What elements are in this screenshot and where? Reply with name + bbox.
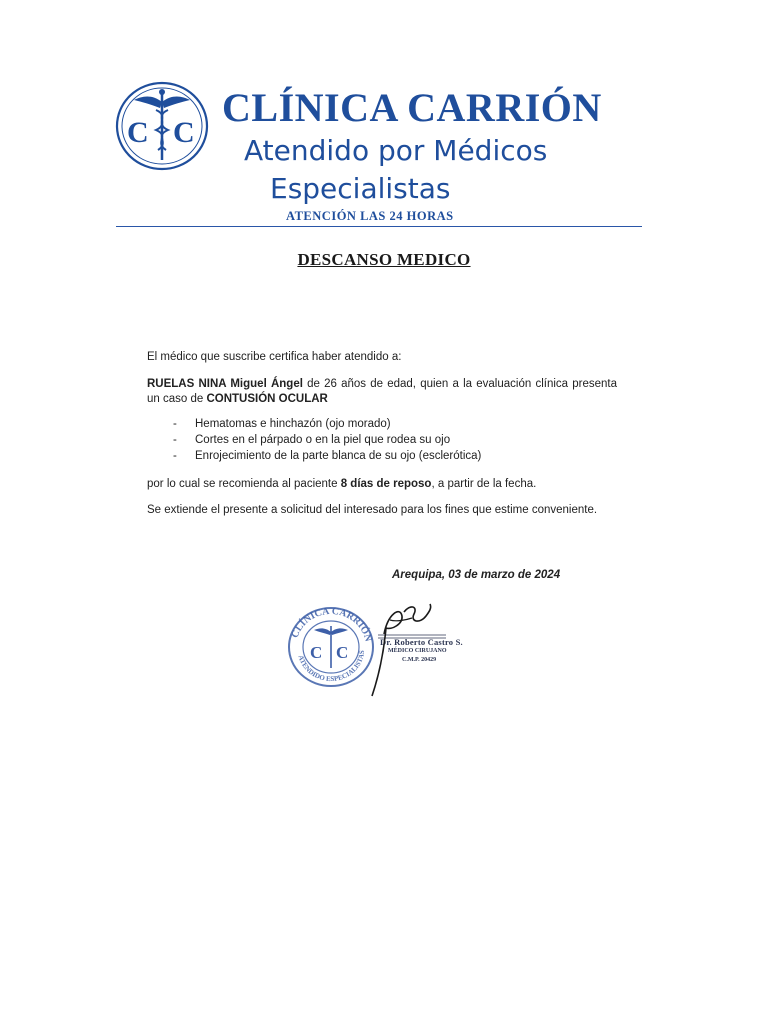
diagnosis: CONTUSIÓN OCULAR — [206, 393, 328, 405]
hours-banner: ATENCIÓN LAS 24 HORAS — [286, 209, 454, 223]
list-item: - Cortes en el párpado o en la piel que rodea su ojo — [147, 432, 617, 448]
patient-paragraph — [147, 377, 617, 407]
svg-text:CLÍNICA CARRIÓN: CLÍNICA CARRIÓN — [289, 606, 374, 643]
list-item: - Enrojecimiento de la parte blanca de su ojo (esclerótica) — [147, 448, 617, 464]
symptoms-list — [147, 416, 617, 464]
rest-prefix: por lo cual se recomienda al paciente — [147, 478, 341, 490]
list-item: - Hematomas e hinchazón (ojo morado) — [147, 416, 617, 432]
svg-text:C: C — [336, 643, 349, 662]
clinic-stamp-icon — [286, 606, 376, 688]
handwritten-signature-icon — [366, 600, 446, 700]
extend-paragraph: Se extiende el presente a solicitud del interesado para los fines que estime conveniente. — [147, 504, 598, 516]
svg-text:C: C — [173, 116, 195, 149]
intro-paragraph: El médico que suscribe certifica haber atendido a: — [147, 351, 402, 363]
doctor-name: Dr. Roberto Castro S. — [380, 637, 463, 647]
patient-name: RUELAS NINA Miguel Ángel — [147, 378, 303, 390]
rest-suffix: , a partir de la fecha. — [431, 478, 537, 490]
rest-paragraph — [147, 477, 617, 492]
patient-text: de 26 años de edad, quien a la evaluación clínica presenta un caso de — [147, 378, 617, 405]
svg-text:C: C — [127, 116, 149, 149]
doctor-cmp: C.M.P. 20429 — [402, 657, 437, 663]
tagline-line2: Especialistas — [270, 172, 451, 205]
rest-days: 8 días de reposo — [340, 478, 432, 490]
header-divider — [116, 226, 642, 227]
document-title: DESCANSO MEDICO — [297, 250, 471, 269]
tagline-line1: Atendido por Médicos — [244, 134, 548, 167]
clinic-name: CLÍNICA CARRIÓN — [222, 85, 602, 130]
svg-text:C: C — [310, 643, 323, 662]
clinic-logo-icon — [114, 80, 210, 172]
svg-text:ATENDIDO ESPECIALISTAS: ATENDIDO ESPECIALISTAS — [296, 649, 367, 684]
place-date: Arequipa, 03 de marzo de 2024 — [392, 569, 561, 581]
doctor-role: MÉDICO CIRUJANO — [388, 648, 447, 654]
